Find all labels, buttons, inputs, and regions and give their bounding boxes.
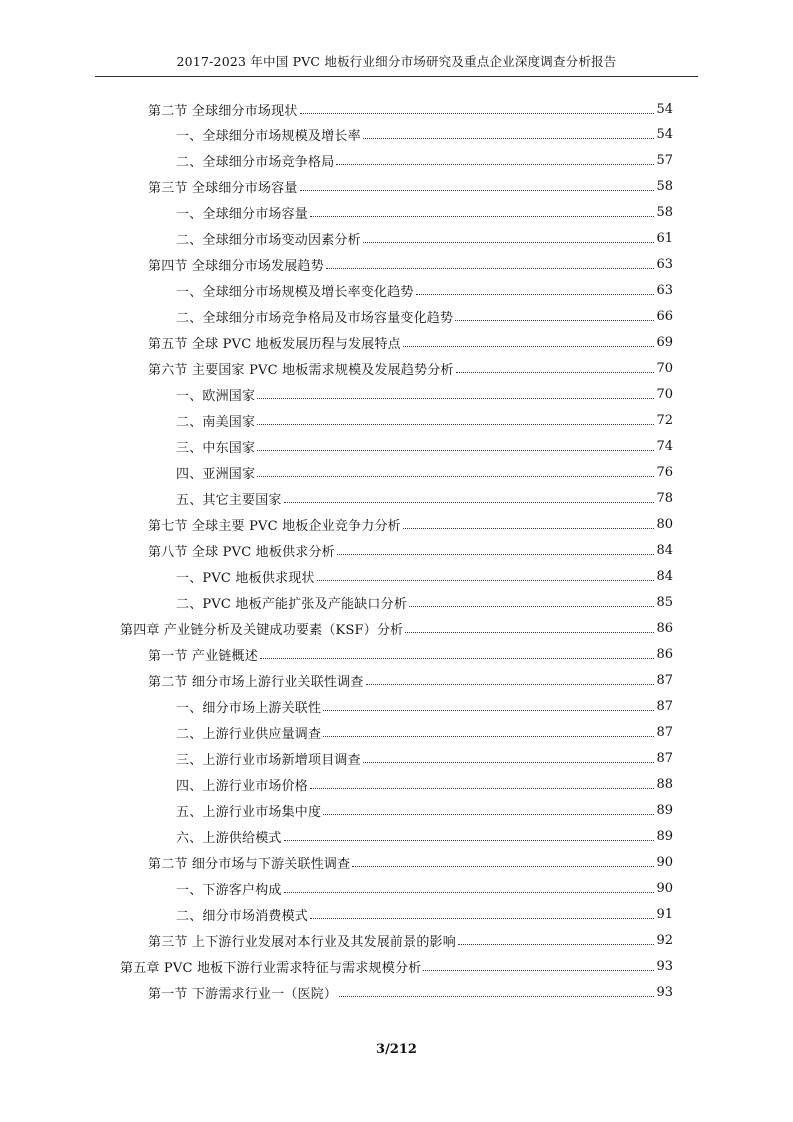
toc-entry-page: 74 xyxy=(656,439,673,455)
toc-entry-title: 一、PVC 地板供求现状 xyxy=(176,571,315,587)
toc-entry-title: 第二节 全球细分市场现状 xyxy=(148,103,298,119)
toc-entry-title: 第二节 细分市场上游行业关联性调查 xyxy=(148,675,364,691)
toc-entry-page: 61 xyxy=(656,231,673,247)
toc-dot-leader xyxy=(363,762,655,763)
toc-section-entry[interactable] xyxy=(148,979,673,1005)
toc-subsection-entry[interactable] xyxy=(176,746,673,772)
toc-entry-title: 一、全球细分市场规模及增长率 xyxy=(176,129,361,145)
toc-entry-title: 第四章 产业链分析及关键成功要素（KSF）分析 xyxy=(120,623,404,639)
toc-entry-page: 84 xyxy=(656,569,673,585)
toc-dot-leader xyxy=(310,788,654,789)
toc-subsection-entry[interactable] xyxy=(176,590,673,616)
toc-subsection-entry[interactable] xyxy=(176,901,673,927)
toc-dot-leader xyxy=(336,164,654,165)
toc-dot-leader xyxy=(323,710,654,711)
toc-dot-leader xyxy=(284,892,655,893)
toc-entry-page: 93 xyxy=(656,958,673,974)
toc-entry-page: 90 xyxy=(656,880,673,896)
toc-dot-leader xyxy=(339,996,654,997)
toc-section-entry[interactable] xyxy=(148,642,673,668)
toc-subsection-entry[interactable] xyxy=(176,486,673,512)
toc-entry-page: 90 xyxy=(656,854,673,870)
toc-entry-page: 70 xyxy=(656,387,673,403)
header-divider xyxy=(95,76,698,77)
toc-dot-leader xyxy=(323,736,654,737)
toc-entry-title: 一、下游客户构成 xyxy=(176,882,282,898)
toc-subsection-entry[interactable] xyxy=(176,720,673,746)
toc-section-entry[interactable] xyxy=(148,356,673,382)
toc-entry-title: 第三节 全球细分市场容量 xyxy=(148,181,298,197)
toc-dot-leader xyxy=(257,398,654,399)
toc-dot-leader xyxy=(300,113,655,114)
toc-subsection-entry[interactable] xyxy=(176,148,673,174)
toc-entry-page: 63 xyxy=(656,257,673,273)
toc-entry-title: 四、上游行业市场价格 xyxy=(176,778,309,794)
toc-subsection-entry[interactable] xyxy=(176,200,673,226)
toc-dot-leader xyxy=(409,606,654,607)
toc-entry-title: 第五节 全球 PVC 地板发展历程与发展特点 xyxy=(148,337,401,353)
toc-entry-page: 57 xyxy=(656,153,673,169)
toc-entry-title: 第五章 PVC 地板下游行业需求特征与需求规模分析 xyxy=(120,960,422,976)
toc-entry-title: 二、南美国家 xyxy=(176,415,256,431)
toc-dot-leader xyxy=(260,658,655,659)
toc-entry-page: 58 xyxy=(656,179,673,195)
toc-entry-page: 78 xyxy=(656,491,673,507)
toc-entry-page: 66 xyxy=(656,309,673,325)
toc-dot-leader xyxy=(416,294,655,295)
toc-entry-page: 87 xyxy=(656,725,673,741)
toc-section-entry[interactable] xyxy=(148,538,673,564)
toc-entry-title: 第八节 全球 PVC 地板供求分析 xyxy=(148,545,335,561)
toc-subsection-entry[interactable] xyxy=(176,278,673,304)
toc-entry-page: 89 xyxy=(656,828,673,844)
toc-entry-title: 第三节 上下游行业发展对本行业及其发展前景的影响 xyxy=(148,934,456,950)
toc-dot-leader xyxy=(423,970,654,971)
toc-entry-title: 第一节 下游需求行业一（医院） xyxy=(148,986,338,1002)
toc-entry-page: 58 xyxy=(656,205,673,221)
toc-entry-title: 第二节 细分市场与下游关联性调查 xyxy=(148,856,351,872)
toc-dot-leader xyxy=(363,242,655,243)
toc-section-entry[interactable] xyxy=(148,927,673,953)
toc-dot-leader xyxy=(284,502,655,503)
toc-section-entry[interactable] xyxy=(148,512,673,538)
toc-entry-title: 二、全球细分市场竞争格局及市场容量变化趋势 xyxy=(176,311,454,327)
toc-subsection-entry[interactable] xyxy=(176,434,673,460)
toc-entry-page: 91 xyxy=(656,906,673,922)
toc-section-entry[interactable] xyxy=(148,330,673,356)
toc-entry-page: 93 xyxy=(656,984,673,1000)
toc-entry-page: 89 xyxy=(656,802,673,818)
toc-dot-leader xyxy=(310,216,654,217)
toc-entry-page: 87 xyxy=(656,699,673,715)
toc-entry-title: 六、上游供给模式 xyxy=(176,830,282,846)
toc-entry-page: 86 xyxy=(656,621,673,637)
toc-subsection-entry[interactable] xyxy=(176,797,673,823)
toc-dot-leader xyxy=(458,944,655,945)
toc-dot-leader xyxy=(310,918,654,919)
toc-subsection-entry[interactable] xyxy=(176,460,673,486)
toc-section-entry[interactable] xyxy=(148,252,673,278)
toc-subsection-entry[interactable] xyxy=(176,875,673,901)
toc-subsection-entry[interactable] xyxy=(176,122,673,148)
toc-dot-leader xyxy=(257,450,654,451)
toc-section-entry[interactable] xyxy=(148,96,673,122)
toc-dot-leader xyxy=(405,632,654,633)
toc-entry-title: 二、细分市场消费模式 xyxy=(176,908,309,924)
toc-entry-page: 70 xyxy=(656,361,673,377)
toc-subsection-entry[interactable] xyxy=(176,823,673,849)
toc-dot-leader xyxy=(337,554,655,555)
toc-section-entry[interactable] xyxy=(148,174,673,200)
toc-entry-page: 84 xyxy=(656,543,673,559)
toc-dot-leader xyxy=(326,268,655,269)
toc-dot-leader xyxy=(456,372,655,373)
toc-section-entry[interactable] xyxy=(148,668,673,694)
toc-entry-title: 二、PVC 地板产能扩张及产能缺口分析 xyxy=(176,597,408,613)
toc-entry-title: 二、全球细分市场变动因素分析 xyxy=(176,233,361,249)
toc-dot-leader xyxy=(403,528,655,529)
page-header: 2017-2023 年中国 PVC 地板行业细分市场研究及重点企业深度调查分析报告 xyxy=(176,54,617,69)
toc-dot-leader xyxy=(366,684,655,685)
toc-section-entry[interactable] xyxy=(148,849,673,875)
toc-chapter-entry[interactable] xyxy=(120,616,673,642)
toc-entry-title: 一、欧洲国家 xyxy=(176,389,256,405)
page-number: 3/212 xyxy=(376,1042,417,1057)
toc-entry-page: 76 xyxy=(656,465,673,481)
toc-entry-title: 一、全球细分市场容量 xyxy=(176,207,309,223)
toc-dot-leader xyxy=(455,320,654,321)
toc-entry-title: 四、亚洲国家 xyxy=(176,467,256,483)
toc-entry-page: 92 xyxy=(656,932,673,948)
toc-dot-leader xyxy=(257,424,654,425)
toc-subsection-entry[interactable] xyxy=(176,408,673,434)
toc-entry-title: 第七节 全球主要 PVC 地板企业竞争力分析 xyxy=(148,519,401,535)
toc-dot-leader xyxy=(352,866,654,867)
toc-chapter-entry[interactable] xyxy=(120,953,673,979)
toc-entry-page: 63 xyxy=(656,283,673,299)
toc-entry-title: 二、全球细分市场竞争格局 xyxy=(176,155,335,171)
toc-dot-leader xyxy=(403,346,655,347)
toc-dot-leader xyxy=(257,476,654,477)
toc-subsection-entry[interactable] xyxy=(176,564,673,590)
toc-entry-title: 一、全球细分市场规模及增长率变化趋势 xyxy=(176,285,414,301)
toc-entry-page: 87 xyxy=(656,673,673,689)
toc-entry-title: 第四节 全球细分市场发展趋势 xyxy=(148,259,324,275)
toc-entry-page: 86 xyxy=(656,647,673,663)
toc-dot-leader xyxy=(323,814,654,815)
toc-entry-page: 80 xyxy=(656,517,673,533)
toc-entry-title: 五、其它主要国家 xyxy=(176,493,282,509)
toc-subsection-entry[interactable] xyxy=(176,694,673,720)
toc-entry-page: 54 xyxy=(656,101,673,117)
toc-entry-page: 87 xyxy=(656,751,673,766)
toc-dot-leader xyxy=(317,580,655,581)
toc-entry-page: 88 xyxy=(656,776,673,792)
toc-entry-title: 三、中东国家 xyxy=(176,441,256,457)
toc-subsection-entry[interactable] xyxy=(176,226,673,252)
toc-entry-title: 第一节 产业链概述 xyxy=(148,649,258,665)
toc-dot-leader xyxy=(284,840,655,841)
toc-entry-title: 一、细分市场上游关联性 xyxy=(176,701,322,717)
toc-subsection-entry[interactable] xyxy=(176,771,673,797)
toc-entry-page: 69 xyxy=(656,335,673,351)
toc-entry-page: 54 xyxy=(656,127,673,143)
toc-entry-title: 三、上游行业市场新增项目调查 xyxy=(176,753,361,768)
toc-entry-title: 第六节 主要国家 PVC 地板需求规模及发展趋势分析 xyxy=(148,363,454,379)
toc-entry-title: 二、上游行业供应量调查 xyxy=(176,727,322,743)
toc-entry-title: 五、上游行业市场集中度 xyxy=(176,804,322,820)
toc-entry-page: 85 xyxy=(656,595,673,611)
toc-dot-leader xyxy=(300,190,655,191)
toc-subsection-entry[interactable] xyxy=(176,382,673,408)
toc-dot-leader xyxy=(363,138,655,139)
toc-subsection-entry[interactable] xyxy=(176,304,673,330)
toc-entry-page: 72 xyxy=(656,413,673,429)
